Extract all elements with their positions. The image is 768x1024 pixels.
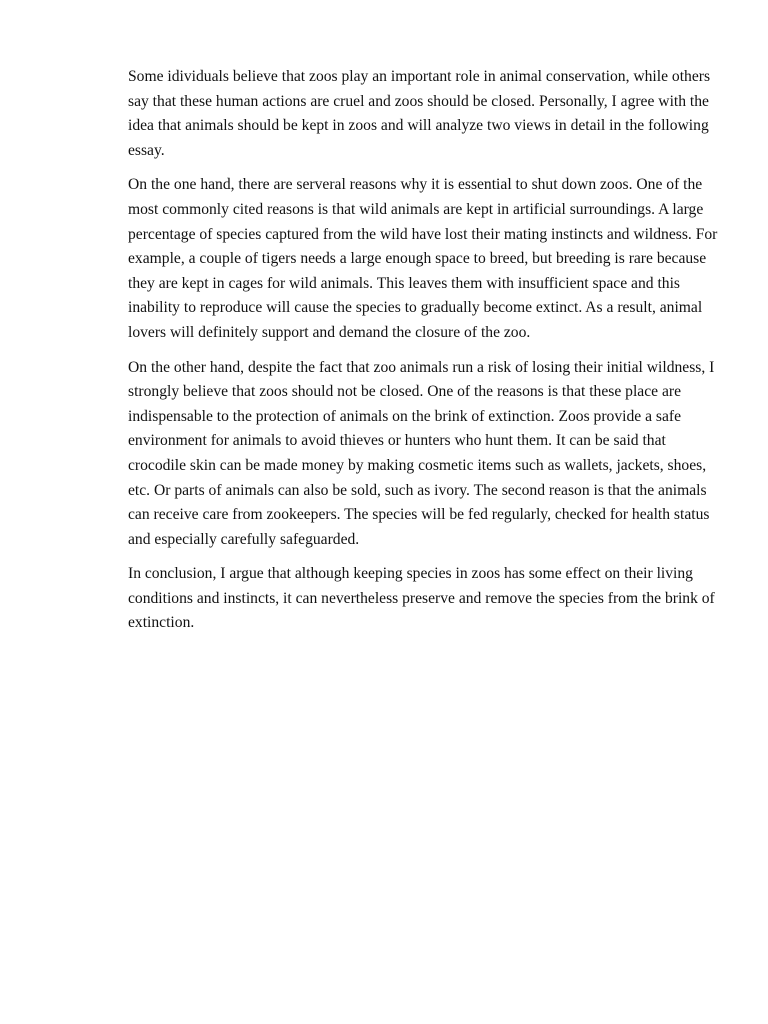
- essay-body: [128, 65, 718, 646]
- paragraph-introduction: Some idividuals believe that zoos play an important role in animal conservation, while others say that these human actions are cruel and zoos should be closed. Personally, I agree with the idea that animals should be kept in zoos and will analyze two views in detail in the following essay.: [128, 68, 711, 159]
- paragraph-body-two: On the other hand, despite the fact that zoo animals run a risk of losing their initial wildness, I strongly believe that zoos should not be closed. One of the reasons is that these place are indispensable to the protection of animals on the brink of extinction. Zoos provide a safe environment for animals to avoid thieves or hunters who hunt them. It can be said that crocodile skin can be made money by making cosmetic items such as wallets, jackets, shoes, etc. Or parts of animals can also be sold, such as ivory. The second reason is that the animals can receive care from zookeepers. The species will be fed regularly, checked for health status and especially carefully safeguarded.: [128, 358, 715, 548]
- paragraph-body-one: On the one hand, there are serveral reasons why it is essential to shut down zoos. One of the most commonly cited reasons is that wild animals are kept in artificial surroundings. A large percentage of species captured from the wild have lost their mating instincts and wildness. For example, a couple of tigers needs a large enough space to breed, but breeding is rare because they are kept in cages for wild animals. This leaves them with insufficient space and this inability to reproduce will cause the species to gradually become extinct. As a result, animal lovers will definitely support and demand the closure of the zoo.: [128, 176, 718, 341]
- paragraph-conclusion: In conclusion, I argue that although keeping species in zoos has some effect on their living conditions and instincts, it can nevertheless preserve and remove the species from the brink of extinction.: [128, 565, 715, 632]
